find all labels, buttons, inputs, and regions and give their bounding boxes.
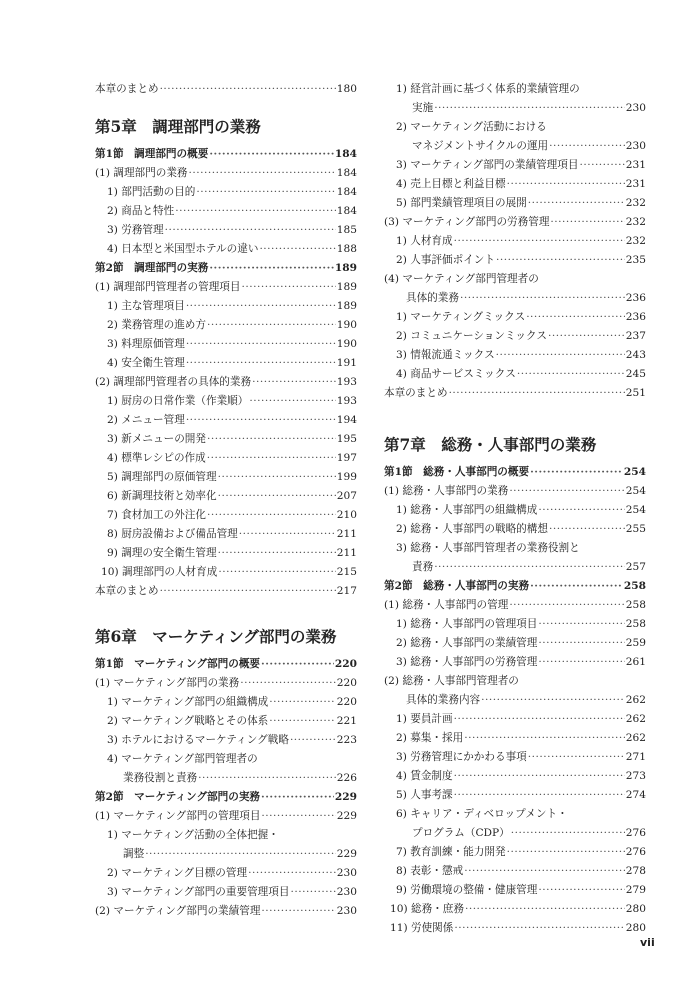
toc-entry-page: 255	[625, 523, 646, 535]
toc-entry-title: 業務役割と責務	[123, 772, 198, 784]
toc-entry-title: 5) 人事考課	[396, 789, 453, 801]
toc-subsection[interactable]	[384, 596, 646, 615]
toc-entry-page: 279	[625, 884, 646, 896]
chapter-7-heading[interactable]: 第7章 総務・人事部門の業務	[384, 435, 597, 454]
toc-entry-page: 237	[625, 330, 646, 342]
toc-item[interactable]	[384, 232, 646, 251]
toc-entry-title: プログラム（CDP）	[412, 827, 510, 839]
toc-entry-page: 184	[334, 148, 357, 160]
toc-entry-page: 254	[623, 466, 646, 478]
toc-entry-title: 6) 新調理技術と効率化	[107, 490, 217, 502]
toc-item[interactable]	[95, 335, 357, 354]
toc-entry-title: 3) マーケティング部門の重要管理項目	[107, 886, 290, 898]
toc-entry-page: 236	[625, 311, 646, 323]
toc-entry-title: 調整	[123, 848, 145, 860]
toc-item-continuation[interactable]	[384, 824, 646, 843]
toc-entry-title: 2) マーケティング活動における	[396, 121, 547, 133]
toc-entry-page: 231	[625, 159, 646, 171]
toc-subsection[interactable]	[384, 672, 646, 691]
toc-entry-page: 207	[336, 490, 357, 502]
toc-item[interactable]	[95, 544, 357, 563]
toc-entry-page: 189	[336, 300, 357, 312]
toc-entry-title: 本章のまとめ	[384, 387, 448, 399]
toc-entry-title: 1) 人材育成	[396, 235, 453, 247]
toc-entry-title: 2) メニュー管理	[107, 414, 185, 426]
toc-item[interactable]	[95, 525, 357, 544]
toc-entry-page: 251	[625, 387, 646, 399]
toc-entry-title: 本章のまとめ	[95, 585, 159, 597]
toc-item-continuation[interactable]	[95, 769, 357, 788]
toc-entry-page: 184	[336, 186, 357, 198]
toc-entry-title: 2) 商品と特性	[107, 205, 175, 217]
toc-entry-title: 1) マーケティングミックス	[396, 311, 526, 323]
toc-entry-page: 254	[625, 504, 646, 516]
toc-entry-title: 第1節 総務・人事部門の概要	[384, 466, 530, 478]
toc-subsection[interactable]	[95, 674, 357, 693]
toc-subsection[interactable]	[95, 807, 357, 826]
toc-section[interactable]	[95, 259, 357, 278]
toc-entry-title: 3) 新メニューの開発	[107, 433, 206, 445]
toc-entry-title: 4) 安全衛生管理	[107, 357, 185, 369]
toc-entry-title: 第1節 マーケティング部門の概要	[95, 658, 261, 670]
toc-entry-title: 8) 厨房設備および備品管理	[107, 528, 238, 540]
toc-entry-page: 258	[625, 618, 646, 630]
toc-entry-title: 1) 主な管理項目	[107, 300, 185, 312]
toc-entry-title: 責務	[412, 561, 434, 573]
toc-entry-title: 1) 厨房の日常作業（作業順）	[107, 395, 249, 407]
toc-entry-title: 3) 総務・人事部門の労務管理	[396, 656, 538, 668]
toc-entry-page: 245	[625, 368, 646, 380]
toc-entry-title: 3) 総務・人事部門管理者の業務役割と	[396, 542, 580, 554]
toc-entry-title: 2) マーケティング目標の管理	[107, 867, 248, 879]
toc-entry-summary[interactable]	[95, 582, 357, 601]
toc-item[interactable]	[384, 539, 646, 558]
toc-item[interactable]	[384, 251, 646, 270]
toc-item[interactable]	[95, 506, 357, 525]
toc-entry-page: 226	[336, 772, 357, 784]
toc-entry-title: 4) マーケティング部門管理者の	[107, 753, 258, 765]
toc-item[interactable]	[384, 900, 646, 919]
toc-entry-page: 274	[625, 789, 646, 801]
toc-item[interactable]	[384, 501, 646, 520]
toc-entry-page: 185	[336, 224, 357, 236]
toc-item[interactable]	[384, 881, 646, 900]
toc-item[interactable]	[95, 826, 357, 845]
toc-entry-title: 本章のまとめ	[95, 83, 159, 95]
toc-entry-page: 259	[625, 637, 646, 649]
toc-entry-title: 10) 総務・庶務	[390, 903, 464, 915]
toc-entry-title: 3) 情報流通ミックス	[396, 349, 495, 361]
toc-entry-page: 273	[625, 770, 646, 782]
chapter-5-heading[interactable]: 第5章 調理部門の業務	[95, 117, 261, 136]
toc-entry-title: 2) 募集・採用	[396, 732, 464, 744]
toc-entry-page: 191	[336, 357, 357, 369]
toc-entry-page: 221	[336, 715, 357, 727]
toc-entry-page: 232	[625, 235, 646, 247]
toc-entry-title: 2) 総務・人事部門の戦略的構想	[396, 523, 548, 535]
toc-entry-page: 215	[336, 566, 357, 578]
toc-entry-title: 11) 労使関係	[390, 922, 454, 934]
page-number: vii	[640, 936, 655, 949]
toc-entry-page: 180	[336, 83, 357, 95]
toc-item[interactable]	[384, 767, 646, 786]
toc-entry-page: 210	[336, 509, 357, 521]
toc-entry-page: 232	[625, 216, 646, 228]
toc-entry-title: (1) 総務・人事部門の業務	[384, 485, 509, 497]
toc-entry-page: 236	[625, 292, 646, 304]
toc-entry-title: 5) 部門業績管理項目の展開	[396, 197, 527, 209]
toc-item[interactable]	[95, 316, 357, 335]
toc-section[interactable]	[384, 577, 646, 596]
toc-item[interactable]	[384, 80, 646, 99]
toc-entry-page: 230	[336, 867, 357, 879]
toc-subsection-continuation[interactable]	[384, 691, 646, 710]
toc-entry-page: 254	[625, 485, 646, 497]
toc-entry-title: 2) 総務・人事部門の業績管理	[396, 637, 538, 649]
toc-item[interactable]	[384, 118, 646, 137]
toc-entry-title: 2) コミュニケーションミックス	[396, 330, 548, 342]
toc-entry-page: 243	[625, 349, 646, 361]
toc-item-continuation[interactable]	[384, 99, 646, 118]
toc-entry-page: 211	[336, 528, 357, 540]
toc-item[interactable]	[384, 862, 646, 881]
toc-entry-title: 3) 料理原価管理	[107, 338, 185, 350]
toc-subsection[interactable]	[95, 164, 357, 183]
toc-section[interactable]	[384, 463, 646, 482]
toc-item[interactable]	[95, 731, 357, 750]
toc-entry-title: 2) 業務管理の進め方	[107, 319, 206, 331]
toc-entry-title: (3) マーケティング部門の労務管理	[384, 216, 550, 228]
toc-item[interactable]	[95, 183, 357, 202]
toc-entry-title: マネジメントサイクルの運用	[412, 140, 549, 152]
toc-entry-page: 184	[336, 205, 357, 217]
toc-entry-title: 3) 労務管理	[107, 224, 164, 236]
toc-entry-title: 第2節 マーケティング部門の実務	[95, 791, 261, 803]
toc-entry-page: 217	[336, 585, 357, 597]
toc-entry-page: 229	[336, 848, 357, 860]
toc-item[interactable]	[384, 520, 646, 539]
toc-entry-page: 280	[625, 922, 646, 934]
toc-section[interactable]	[95, 655, 357, 674]
toc-entry-title: (1) 調理部門の業務	[95, 167, 188, 179]
toc-entry-page: 262	[625, 713, 646, 725]
toc-entry-page: 197	[336, 452, 357, 464]
toc-entry-page: 220	[334, 658, 357, 670]
toc-item[interactable]	[384, 327, 646, 346]
toc-entry-title: 7) 食材加工の外注化	[107, 509, 206, 521]
toc-item[interactable]	[95, 487, 357, 506]
toc-item-continuation[interactable]	[384, 137, 646, 156]
toc-entry-title: 具体的業務	[406, 292, 459, 304]
toc-entry-page: 199	[336, 471, 357, 483]
toc-entry-page: 262	[625, 694, 646, 706]
toc-item[interactable]	[95, 411, 357, 430]
toc-entry-page: 220	[336, 696, 357, 708]
toc-entry-page: 231	[625, 178, 646, 190]
toc-subsection[interactable]	[95, 278, 357, 297]
toc-entry-page: 276	[625, 827, 646, 839]
toc-entry-title: 1) 部門活動の目的	[107, 186, 196, 198]
toc-entry-page: 190	[336, 338, 357, 350]
toc-item[interactable]	[95, 221, 357, 240]
toc-entry-page: 230	[336, 886, 357, 898]
toc-entry-title: 4) 賃金制度	[396, 770, 453, 782]
toc-item[interactable]	[95, 354, 357, 373]
toc-entry-title: 3) ホテルにおけるマーケティング戦略	[107, 734, 289, 746]
toc-entry-page: 261	[625, 656, 646, 668]
toc-entry-title: 1) マーケティング活動の全体把握・	[107, 829, 279, 841]
toc-item[interactable]	[384, 805, 646, 824]
toc-entry-page: 257	[625, 561, 646, 573]
toc-item[interactable]	[384, 346, 646, 365]
toc-item-continuation[interactable]	[95, 845, 357, 864]
toc-item[interactable]	[384, 615, 646, 634]
toc-entry-page: 220	[336, 677, 357, 689]
toc-entry-title: 1) 総務・人事部門の組織構成	[396, 504, 538, 516]
toc-entry-title: 1) 総務・人事部門の管理項目	[396, 618, 538, 630]
toc-subsection[interactable]	[384, 482, 646, 501]
toc-item[interactable]	[95, 693, 357, 712]
chapter-6-heading[interactable]: 第6章 マーケティング部門の業務	[95, 627, 337, 646]
toc-entry-title: 3) 労務管理にかかわる事項	[396, 751, 527, 763]
toc-entry-page: 189	[334, 262, 357, 274]
toc-entry-title: 実施	[412, 102, 434, 114]
toc-right-column	[384, 80, 646, 938]
toc-entry-title: (2) 調理部門管理者の具体的業務	[95, 376, 252, 388]
toc-entry-page: 229	[334, 791, 357, 803]
toc-entry-title: 9) 調理の安全衛生管理	[107, 547, 217, 559]
toc-item[interactable]	[95, 468, 357, 487]
toc-item[interactable]	[95, 430, 357, 449]
toc-item[interactable]	[95, 449, 357, 468]
toc-item[interactable]	[95, 864, 357, 883]
toc-item[interactable]	[384, 634, 646, 653]
toc-entry-page: 262	[625, 732, 646, 744]
toc-entry-title: (2) マーケティング部門の業績管理	[95, 905, 261, 917]
toc-item[interactable]	[384, 919, 646, 938]
toc-entry-page: 193	[336, 395, 357, 407]
toc-item[interactable]	[95, 240, 357, 259]
toc-section[interactable]	[95, 788, 357, 807]
toc-entry-summary[interactable]	[384, 384, 646, 403]
toc-entry-title: 2) マーケティング戦略とその体系	[107, 715, 269, 727]
toc-entry-page: 229	[336, 810, 357, 822]
toc-entry-page: 188	[336, 243, 357, 255]
toc-entry-title: 1) マーケティング部門の組織構成	[107, 696, 269, 708]
toc-item[interactable]	[384, 729, 646, 748]
toc-entry-title: 4) 標準レシピの作成	[107, 452, 206, 464]
toc-entry-page: 232	[625, 197, 646, 209]
toc-subsection[interactable]	[384, 270, 646, 289]
toc-entry-title: 4) 日本型と米国型ホテルの違い	[107, 243, 259, 255]
toc-entry-title: 9) 労働環境の整備・健康管理	[396, 884, 538, 896]
toc-entry-title: (1) マーケティング部門の業務	[95, 677, 240, 689]
toc-entry-title: (4) マーケティング部門管理者の	[384, 273, 539, 285]
toc-entry-summary[interactable]	[95, 80, 357, 99]
toc-entry-page: 280	[625, 903, 646, 915]
toc-entry-page: 235	[625, 254, 646, 266]
toc-entry-title: 1) 要員計画	[396, 713, 453, 725]
toc-entry-page: 230	[625, 140, 646, 152]
toc-item[interactable]	[384, 786, 646, 805]
toc-entry-title: 5) 調理部門の原価管理	[107, 471, 217, 483]
toc-entry-page: 258	[623, 580, 646, 592]
toc-item[interactable]	[95, 750, 357, 769]
toc-entry-title: 8) 表彰・懲戒	[396, 865, 464, 877]
toc-entry-title: 4) 商品サービスミックス	[396, 368, 516, 380]
toc-entry-page: 258	[625, 599, 646, 611]
toc-item[interactable]	[384, 308, 646, 327]
toc-entry-page: 190	[336, 319, 357, 331]
toc-item-continuation[interactable]	[384, 558, 646, 577]
toc-subsection[interactable]	[384, 213, 646, 232]
toc-item[interactable]	[95, 202, 357, 221]
toc-entry-page: 189	[336, 281, 357, 293]
toc-item[interactable]	[384, 843, 646, 862]
toc-item[interactable]	[95, 883, 357, 902]
toc-entry-title: 第2節 総務・人事部門の実務	[384, 580, 530, 592]
toc-item[interactable]	[95, 297, 357, 316]
toc-entry-page: 193	[336, 376, 357, 388]
toc-entry-page: 230	[625, 102, 646, 114]
toc-item[interactable]	[384, 175, 646, 194]
toc-item[interactable]	[384, 156, 646, 175]
toc-entry-title: 10) 調理部門の人材育成	[101, 566, 218, 578]
toc-left-column	[95, 80, 357, 921]
toc-entry-title: (1) 調理部門管理者の管理項目	[95, 281, 241, 293]
toc-subsection[interactable]	[95, 902, 357, 921]
toc-entry-title: 具体的業務内容	[406, 694, 481, 706]
toc-subsection[interactable]	[95, 373, 357, 392]
toc-entry-title: 第1節 調理部門の概要	[95, 148, 209, 160]
toc-entry-page: 211	[336, 547, 357, 559]
toc-item[interactable]	[95, 392, 357, 411]
toc-entry-page: 223	[336, 734, 357, 746]
toc-item[interactable]	[95, 563, 357, 582]
toc-item[interactable]	[384, 365, 646, 384]
toc-entry-title: 6) キャリア・ディベロップメント・	[396, 808, 568, 820]
toc-entry-page: 276	[625, 846, 646, 858]
toc-entry-page: 195	[336, 433, 357, 445]
toc-entry-title: 1) 経営計画に基づく体系的業績管理の	[396, 83, 580, 95]
toc-item[interactable]	[384, 653, 646, 672]
toc-subsection-continuation[interactable]	[384, 289, 646, 308]
toc-entry-page: 194	[336, 414, 357, 426]
toc-section[interactable]	[95, 145, 357, 164]
toc-entry-title: 3) マーケティング部門の業績管理項目	[396, 159, 579, 171]
toc-item[interactable]	[384, 194, 646, 213]
toc-entry-title: 第2節 調理部門の実務	[95, 262, 209, 274]
toc-entry-title: 2) 人事評価ポイント	[396, 254, 495, 266]
toc-entry-title: (2) 総務・人事部門管理者の	[384, 675, 519, 687]
toc-entry-title: 4) 売上目標と利益目標	[396, 178, 506, 190]
toc-entry-title: 7) 教育訓練・能力開発	[396, 846, 506, 858]
toc-entry-title: (1) マーケティング部門の管理項目	[95, 810, 261, 822]
toc-entry-page: 184	[336, 167, 357, 179]
toc-item[interactable]	[384, 748, 646, 767]
toc-entry-page: 271	[625, 751, 646, 763]
toc-item[interactable]	[95, 712, 357, 731]
toc-entry-page: 230	[336, 905, 357, 917]
toc-entry-title: (1) 総務・人事部門の管理	[384, 599, 509, 611]
toc-entry-page: 278	[625, 865, 646, 877]
toc-item[interactable]	[384, 710, 646, 729]
